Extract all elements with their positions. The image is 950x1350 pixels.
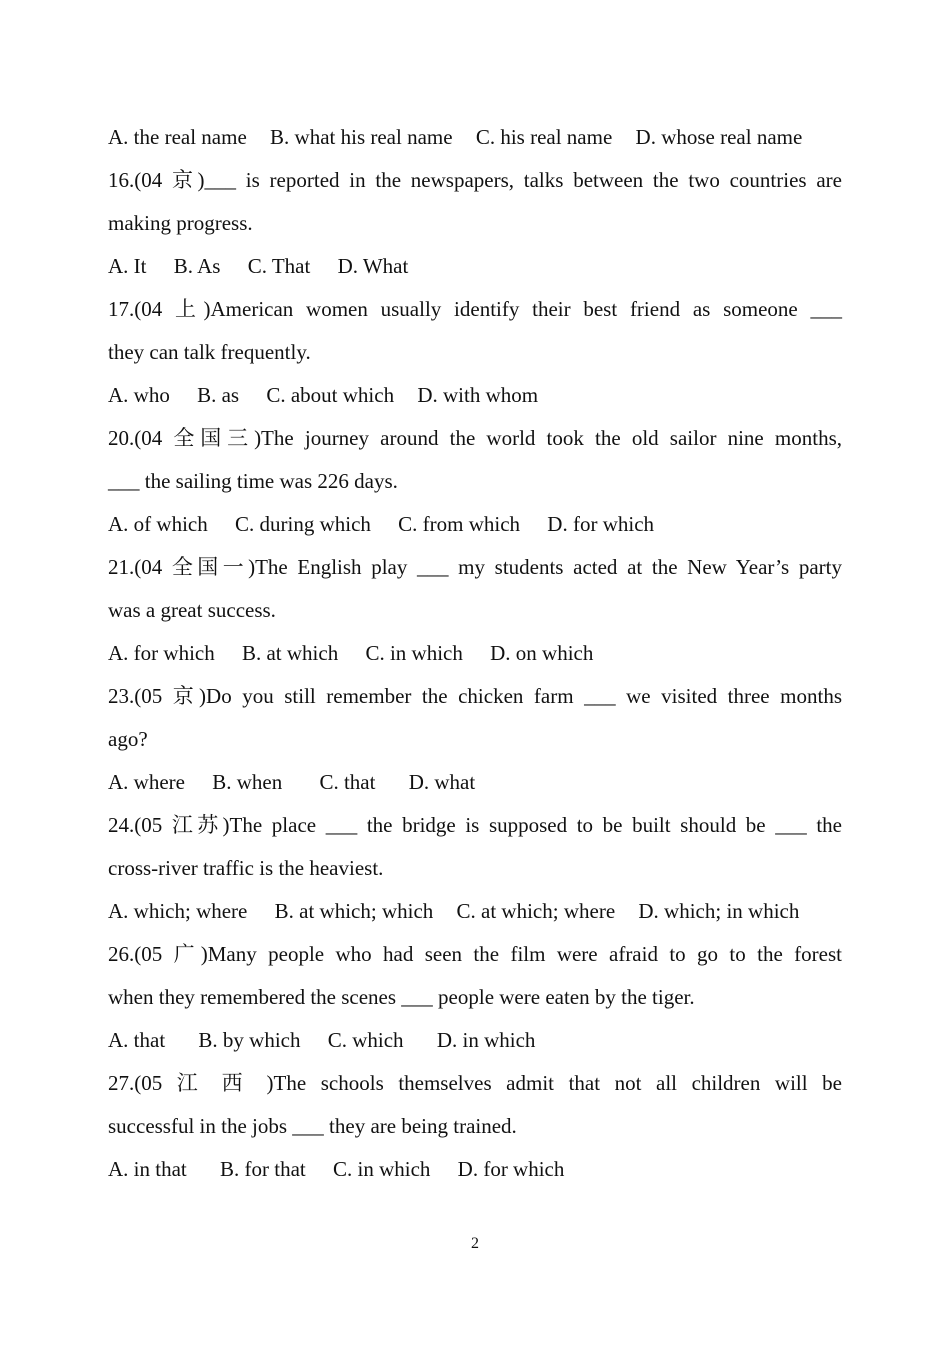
page-number: 2 xyxy=(471,1235,479,1252)
q26-options xyxy=(108,1019,842,1062)
q16-options xyxy=(108,245,842,288)
q21-option-c: C. in which xyxy=(365,641,463,665)
q17-option-b: B. as xyxy=(197,383,240,407)
q23-option-a: A. where xyxy=(108,770,185,794)
q27-stem-line-2: successful in the jobs ___ they are being trained. xyxy=(108,1114,517,1138)
q21-option-a: A. for which xyxy=(108,641,215,665)
q27-option-b: B. for that xyxy=(220,1157,306,1181)
q15-option-c: C. his real name xyxy=(475,125,613,149)
q23-stem-line-1: 23.(05 京)Do you still remember the chicken farm ___ we visited three months xyxy=(108,684,842,708)
q17-option-c: C. about which xyxy=(266,383,395,407)
q20-option-c: C. from which xyxy=(398,512,521,536)
q23-option-d: D. what xyxy=(408,770,476,794)
q21-option-b: B. at which xyxy=(241,641,339,665)
q24-stem xyxy=(108,804,842,890)
q23-stem xyxy=(108,675,842,761)
q27-stem-line-1: 27.(05 江 西 )The schools themselves admit that not all children will be xyxy=(108,1071,842,1095)
q17-stem xyxy=(108,288,842,374)
q27-stem xyxy=(108,1062,842,1148)
q27-option-d: D. for which xyxy=(457,1157,565,1181)
q23-stem-line-2: ago? xyxy=(108,727,148,751)
q20-options xyxy=(108,503,842,546)
q17-stem-line-1: 17.(04 上)American women usually identify their best friend as someone ___ xyxy=(108,297,842,321)
q26-stem-line-1: 26.(05 广)Many people who had seen the film were afraid to go to the forest xyxy=(108,942,842,966)
q17-option-a: A. who xyxy=(108,383,170,407)
q20-option-b: C. during which xyxy=(234,512,371,536)
q26-option-d: D. in which xyxy=(436,1028,536,1052)
q16-stem xyxy=(108,159,842,245)
q17-stem-line-2: they can talk frequently. xyxy=(108,340,311,364)
q15-option-d: D. whose real name xyxy=(635,125,803,149)
q27-options xyxy=(108,1148,842,1191)
q16-option-d: D. What xyxy=(337,254,409,278)
q21-stem-line-1: 21.(04 全国一)The English play ___ my students acted at the New Year’s party xyxy=(108,555,842,579)
q15-option-a: A. the real name xyxy=(108,125,247,149)
q26-option-c: C. which xyxy=(327,1028,404,1052)
q21-options xyxy=(108,632,842,675)
q24-option-b: B. at which; which xyxy=(274,899,434,923)
q26-stem xyxy=(108,933,842,1019)
q24-option-c: C. at which; where xyxy=(456,899,616,923)
q27-option-a: A. in that xyxy=(108,1157,187,1181)
q24-option-a: A. which; where xyxy=(108,899,248,923)
q26-option-a: A. that xyxy=(108,1028,166,1052)
q15-options xyxy=(108,116,842,159)
q27-option-c: C. in which xyxy=(332,1157,431,1181)
document-page xyxy=(108,116,842,1191)
q20-stem-line-1: 20.(04 全国三)The journey around the world took the old sailor nine months, xyxy=(108,426,842,450)
q24-stem-line-1: 24.(05 江苏)The place ___ the bridge is supposed to be built should be ___ the xyxy=(108,813,842,837)
q21-option-d: D. on which xyxy=(490,641,594,665)
q21-stem-line-2: was a great success. xyxy=(108,598,276,622)
q20-stem xyxy=(108,417,842,503)
q24-options xyxy=(108,890,842,933)
q17-options xyxy=(108,374,842,417)
q16-option-a: A. It xyxy=(108,254,147,278)
q23-option-c: C. that xyxy=(319,770,376,794)
q16-option-c: C. That xyxy=(247,254,311,278)
q26-stem-line-2: when they remembered the scenes ___ people were eaten by the tiger. xyxy=(108,985,695,1009)
q23-option-b: B. when xyxy=(212,770,283,794)
q16-option-b: B. As xyxy=(173,254,221,278)
q17-option-d: D. with whom xyxy=(417,383,539,407)
q15-option-b: B. what his real name xyxy=(270,125,453,149)
q16-stem-line-1: 16.(04 京)___ is reported in the newspapers, talks between the two countries are xyxy=(108,168,842,192)
q24-option-d: D. which; in which xyxy=(638,899,800,923)
q16-stem-line-2: making progress. xyxy=(108,211,253,235)
q20-option-d: D. for which xyxy=(547,512,655,536)
q26-option-b: B. by which xyxy=(198,1028,301,1052)
q20-stem-line-2: ___ the sailing time was 226 days. xyxy=(108,469,398,493)
q20-option-a: A. of which xyxy=(108,512,208,536)
q23-options xyxy=(108,761,842,804)
q21-stem xyxy=(108,546,842,632)
q24-stem-line-2: cross-river traffic is the heaviest. xyxy=(108,856,384,880)
